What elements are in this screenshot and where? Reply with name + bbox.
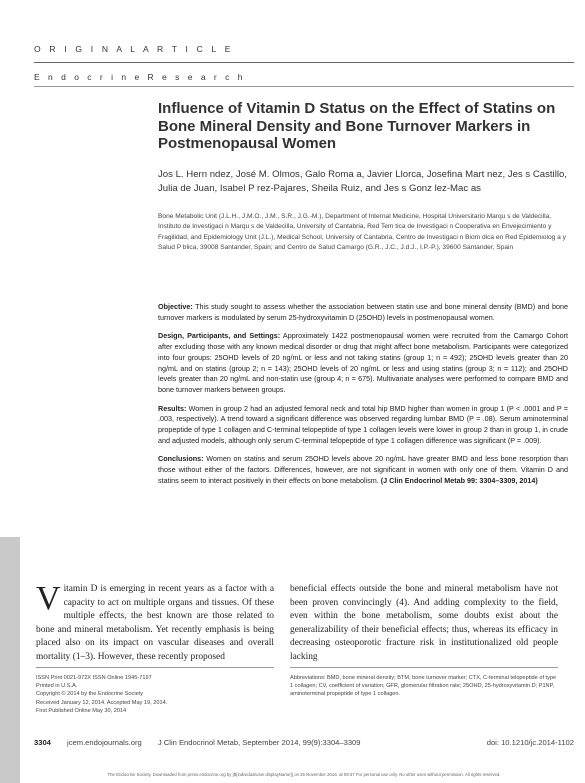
affiliations: Bone Metabolic Unit (J.L.H., J.M.O., J.M., S.R., J.G.-M.), Department of Internal Medicine, Hospital Universitario Marqu s de Valdecilla, Instituto de Investigaci n Marqu s de Valdecilla, University of Cantabria, Red Tem tica de Investigaci n Cooperativa en Envejecimiento y Fragilidad, and Epidemiology Unit (J.L.), Medical School, University of Cantabria, Centro de Investigaci n Biom dica en Red Epidemiolog a y Salud P blica, 39008 Santander, Spain; and Centro de Salud Camargo (G.R., J.C., J.d.J., I.P.-P.), 39600 Santander, Spain <box>158 213 566 252</box>
abstract-results <box>158 404 568 447</box>
page-number: 3304 <box>34 738 51 747</box>
section-label: E n d o c r i n e R e s e a r c h <box>34 72 246 82</box>
abstract-objective <box>158 302 568 323</box>
objective-heading: Objective: <box>158 302 193 311</box>
abbreviations-footnote: Abbreviations: BMD, bone mineral density; BTM, bone turnover marker; CTX, C-terminal telopeptide of type 1 collagen; CV, coefficient of variation; GFR, glomerular filtration rate; 25OHD, 25-hydroxyvitamin D; P1NP, aminoterminal propeptide of type 1 collagen. <box>290 675 557 698</box>
journal-url[interactable]: jcem.endojournals.org <box>67 738 142 747</box>
body-column-left <box>36 580 274 665</box>
copyright-line: Copyright © 2014 by the Endocrine Society <box>36 691 144 698</box>
author-list: Jos L. Hern ndez, José M. Olmos, Galo Roma a, Javier Llorca, Josefina Mart nez, Jes s Castillo, Julia de Juan, Isabel P rez-Pajares, Sheila Ruiz, and Jes s Gonz lez-Mac as <box>158 169 567 194</box>
body-text-right: beneficial effects outside the bone and mineral metabolism have not been proven convincingly (4). And adding complexity to the field, even within the bone metabolism, some doubts exist about the generalizability of their beneficial effects; thus, whereas its efficacy in decreasing osteoporotic fracture risk in institutionalized old people lacking <box>290 584 558 662</box>
body-text-left: itamin D is emerging in recent years as a factor with a capacity to act on multiple organs and tissues. Of these multiple effects, the best known are those related to bone and mineral metabolism. Yet recently emphasis is being placed also on its impact on vascular diseases and overall mortality (1–3). However, these recently proposed <box>36 584 274 662</box>
journal-reference: J Clin Endocrinol Metab, September 2014, 99(9):3304–3309 <box>157 738 361 747</box>
objective-text: This study sought to assess whether the association between statin use and bone mineral density (BMD) and bone turnover markers is modulated by serum 25-hydroxyvitamin D (25OHD) levels in postmenopausal women. <box>158 302 568 322</box>
conclusions-text: Women on statins and serum 25OHD levels above 20 ng/mL have greater BMD and less bone resorption than those without either of the factors. Differences, however, are not significant in women with only one of them. Vitamin D and statins seem to interact positively in their effects on bone metabolism. <box>158 454 568 485</box>
doi[interactable]: doi: 10.1210/jc.2014-1102 <box>486 738 574 747</box>
article-type-kicker: O R I G I N A L A R T I C L E <box>34 44 234 54</box>
conclusions-heading: Conclusions: <box>158 454 204 464</box>
footnote-rule-left <box>36 667 274 668</box>
download-notice: The Endocrine Society. Downloaded from press.endocrine.org by [${individualUser.displayName}] on 26 November 2016. at 09:37 For personal use only. No other uses without permission. All rights reserved. <box>107 772 501 777</box>
publication-info <box>36 674 274 715</box>
article-title: Influence of Vitamin D Status on the Effect of Statins on Bone Mineral Density and Bone Turnover Markers in Postmenopausal Women <box>158 100 556 152</box>
results-heading: Results: <box>158 403 187 413</box>
abstract-conclusions <box>158 454 568 486</box>
published-online-line: First Published Online May 30, 2014 <box>36 707 127 714</box>
received-line: Received January 12, 2014. Accepted May 19, 2014. <box>36 699 168 706</box>
footnote-rule-right <box>290 667 558 668</box>
results-text: Women in group 2 had an adjusted femoral neck and total hip BMD higher than women in group 1 (P < .0001 and P = .003, respectively). A trend toward a significant difference was observed regarding lumbar BMD (P = .08). Serum aminoterminal propeptide of type 1 collagen and C-terminal telopeptide of type 1 collagen levels were lower in group 2 than in group 1, in crude and adjusted models, although only serum C-terminal telopeptide of type 1 collagen difference was significant (P = .009). <box>158 403 568 445</box>
body-column-right <box>290 583 558 665</box>
printed-line: Printed in U.S.A. <box>36 683 78 690</box>
abstract-citation: (J Clin Endocrinol Metab 99: 3304–3309, 2014) <box>378 475 538 485</box>
design-text: Approximately 1422 postmenopausal women were recruited from the Camargo Cohort after excluding those with any known medical disorder or drug that might affect bone metabolism. Participants were categorized into four groups: 25OHD levels of 20 ng/mL or less and not taking statins (group 1; n = 492); 25OHD levels greater than 20 ng/mL and on statins (group 2; n = 143); 25OHD levels of 20 ng/mL or less and using statins (group 3; n = 112); and 25OHD levels greater than 20 ng/mL and non-statin use (group 4; n = 675). Multivariate analyses were performed to compare BMD and bone turnover markers between groups. <box>158 331 568 394</box>
section-rule <box>34 86 574 87</box>
abstract-design <box>158 331 568 395</box>
page-footer <box>34 738 574 747</box>
issn-line: ISSN Print 0021-972X ISSN Online 1945-7197 <box>36 675 152 681</box>
header-rule <box>34 62 574 63</box>
design-heading: Design, Participants, and Settings: <box>158 331 281 341</box>
margin-tab <box>0 537 20 783</box>
abstract <box>158 302 568 495</box>
drop-cap: V <box>36 580 61 617</box>
